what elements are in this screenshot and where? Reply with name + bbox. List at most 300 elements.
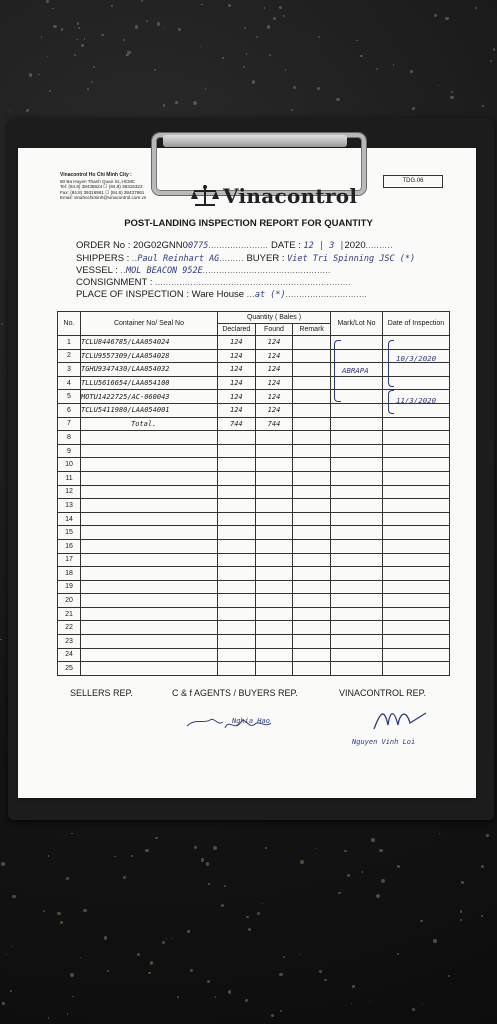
granite-speckle	[451, 91, 453, 93]
declared-cell: 744	[218, 417, 256, 431]
container-seal-cell: MOTU1422725/AC-060043	[81, 390, 218, 404]
header-mark: Mark/Lot No	[331, 312, 383, 336]
granite-speckle	[157, 22, 161, 26]
clipboard-clip-bar	[163, 135, 347, 147]
remark-cell	[293, 363, 331, 377]
table-row	[58, 662, 450, 676]
header-date: Date of Inspection	[383, 312, 450, 336]
agent-signature-text: Nghia Hao	[232, 717, 270, 725]
mark-lot-cell	[331, 512, 383, 526]
granite-speckle	[171, 938, 172, 939]
declared-cell	[218, 458, 256, 472]
table-row	[58, 648, 450, 662]
granite-speckle	[280, 1010, 282, 1012]
mark-lot-cell	[331, 417, 383, 431]
remark-cell	[293, 526, 331, 540]
granite-speckle	[107, 970, 109, 972]
granite-speckle	[48, 1017, 50, 1019]
remark-cell	[293, 512, 331, 526]
granite-speckle	[131, 855, 133, 857]
vessel-hw: MOL BEACON 952E	[126, 266, 203, 276]
granite-speckle	[72, 996, 73, 997]
table-row	[58, 526, 450, 540]
granite-speckle	[12, 895, 16, 899]
row-number: 13	[58, 499, 81, 513]
header-container: Container No/ Seal No	[81, 312, 218, 336]
scale-logo-icon	[190, 183, 220, 209]
granite-speckle	[74, 27, 75, 28]
declared-cell	[218, 580, 256, 594]
inspection-date-cell	[383, 621, 450, 635]
row-number: 14	[58, 512, 81, 526]
granite-speckle	[300, 954, 301, 955]
container-seal-cell	[81, 635, 218, 649]
granite-speckle	[83, 909, 86, 912]
remark-cell	[293, 349, 331, 363]
granite-speckle	[439, 833, 440, 834]
granite-speckle	[324, 979, 327, 982]
declared-cell	[218, 635, 256, 649]
granite-speckle	[76, 39, 77, 40]
granite-speckle	[257, 912, 260, 915]
mark-lot-cell	[331, 648, 383, 662]
inspection-date-cell	[383, 417, 450, 431]
company-name: Vinacontrol Ho Chi Minh City :	[60, 172, 132, 178]
header-declared: Declared	[218, 324, 256, 336]
granite-speckle	[71, 833, 73, 835]
inspection-date-cell	[383, 512, 450, 526]
granite-speckle	[291, 109, 293, 111]
row-number: 1	[58, 336, 81, 350]
declared-cell	[218, 499, 256, 513]
date-label: DATE :	[270, 240, 301, 251]
granite-speckle	[450, 96, 453, 99]
granite-speckle	[397, 865, 401, 869]
granite-speckle	[481, 865, 484, 868]
row-number: 11	[58, 471, 81, 485]
container-seal-cell: TGHU9347430/LAA054032	[81, 363, 218, 377]
mark-lot-cell	[331, 553, 383, 567]
granite-speckle	[228, 4, 231, 7]
table-row	[58, 471, 450, 485]
mark-lot-cell	[331, 458, 383, 472]
granite-speckle	[177, 996, 179, 998]
granite-speckle	[460, 919, 462, 921]
granite-speckle	[445, 17, 448, 20]
table-row	[58, 594, 450, 608]
found-cell: 124	[255, 403, 293, 417]
form-code-box: TDG.06	[383, 175, 443, 188]
granite-speckle	[360, 55, 362, 57]
granite-speckle	[93, 66, 95, 68]
buyer-hw: Viet Tri Spinning JSC (*)	[287, 254, 416, 264]
found-cell: 744	[255, 417, 293, 431]
declared-cell	[218, 662, 256, 676]
place-label: PLACE OF INSPECTION : Ware House	[76, 289, 245, 300]
date-year: 2020	[344, 240, 366, 251]
granite-speckle	[60, 921, 63, 924]
granite-speckle	[155, 837, 157, 839]
granite-speckle	[265, 847, 267, 849]
granite-speckle	[57, 912, 61, 916]
declared-cell	[218, 567, 256, 581]
declared-cell	[218, 539, 256, 553]
company-tel: Tel: (84.8) 38438624 ☐ (84.8) 38316323	[60, 184, 143, 190]
row-number: 22	[58, 621, 81, 635]
granite-speckle	[78, 27, 81, 30]
mark-lot-cell	[331, 526, 383, 540]
row-number: 7	[58, 417, 81, 431]
granite-speckle	[356, 40, 357, 41]
table-row	[58, 485, 450, 499]
remark-cell	[293, 499, 331, 513]
granite-speckle	[318, 36, 320, 38]
table-row	[58, 607, 450, 621]
found-cell	[255, 526, 293, 540]
order-line: ORDER No : 20G02GNN00775...................... DATE : 12 | 3 |2020..........	[76, 240, 393, 251]
granite-speckle	[319, 970, 322, 973]
remark-cell	[293, 336, 331, 350]
table-row	[58, 512, 450, 526]
granite-speckle	[481, 915, 483, 917]
container-seal-cell	[81, 662, 218, 676]
granite-speckle	[111, 5, 113, 7]
granite-speckle	[300, 860, 304, 864]
granite-speckle	[49, 90, 51, 92]
company-email: Email: vinahochiminh@vinacontrol.com.vn	[60, 195, 147, 201]
shippers-hw: Paul Reinhart AG	[137, 254, 220, 264]
declared-cell	[218, 471, 256, 485]
container-seal-cell	[81, 621, 218, 635]
container-seal-cell	[81, 539, 218, 553]
date-hw: 12 | 3 |	[303, 241, 345, 251]
granite-speckle	[201, 4, 202, 5]
container-seal-cell	[81, 499, 218, 513]
granite-speckle	[460, 910, 463, 913]
granite-speckle	[221, 904, 224, 907]
mark-lot-cell	[331, 594, 383, 608]
granite-speckle	[283, 956, 285, 958]
granite-speckle	[224, 885, 226, 887]
mark-bracket	[334, 340, 341, 402]
vinacontrol-rep-label: VINACONTROL REP.	[339, 688, 427, 698]
company-address-block	[60, 172, 146, 201]
granite-speckle	[146, 20, 148, 22]
granite-speckle	[81, 44, 84, 47]
granite-speckle	[206, 862, 209, 865]
granite-speckle	[70, 973, 74, 977]
container-seal-cell: TCLU9557309/LAA054028	[81, 349, 218, 363]
row-number: 6	[58, 403, 81, 417]
granite-speckle	[26, 109, 29, 112]
granite-speckle	[141, 0, 143, 2]
found-cell	[255, 471, 293, 485]
declared-cell	[218, 526, 256, 540]
granite-speckle	[200, 46, 201, 47]
remark-cell	[293, 485, 331, 499]
found-cell: 124	[255, 376, 293, 390]
found-cell	[255, 458, 293, 472]
table-row	[58, 621, 450, 635]
remark-cell	[293, 580, 331, 594]
inspection-date-cell	[383, 580, 450, 594]
granite-speckle	[222, 57, 224, 59]
inspection-date-cell	[383, 567, 450, 581]
granite-speckle	[493, 48, 495, 50]
vinacontrol-signature	[370, 703, 430, 733]
declared-cell: 124	[218, 336, 256, 350]
logo-text: Vinacontrol	[223, 184, 358, 208]
declared-cell: 124	[218, 376, 256, 390]
table-row	[58, 539, 450, 553]
remark-cell	[293, 444, 331, 458]
granite-speckle	[178, 28, 181, 31]
remark-cell	[293, 607, 331, 621]
row-number: 9	[58, 444, 81, 458]
found-cell	[255, 499, 293, 513]
granite-speckle	[77, 22, 80, 25]
found-cell	[255, 539, 293, 553]
granite-speckle	[393, 64, 394, 65]
granite-speckle	[376, 894, 380, 898]
mark-lot-cell	[331, 635, 383, 649]
granite-speckle	[48, 855, 49, 856]
granite-speckle	[376, 68, 378, 70]
granite-speckle	[246, 53, 248, 55]
granite-speckle	[1, 323, 3, 325]
mark-lot-cell	[331, 485, 383, 499]
vinacontrol-logo	[190, 183, 357, 209]
declared-cell	[218, 594, 256, 608]
company-address: 80 Ba Huyen Thanh Quan St.,HCMC	[60, 178, 136, 184]
inspection-date-cell	[383, 553, 450, 567]
mark-lot-cell	[331, 431, 383, 445]
table-row	[58, 444, 450, 458]
remark-cell	[293, 621, 331, 635]
granite-speckle	[379, 849, 382, 852]
found-cell	[255, 431, 293, 445]
mark-lot-cell	[331, 539, 383, 553]
granite-speckle	[175, 101, 178, 104]
granite-speckle	[252, 80, 256, 84]
declared-cell	[218, 621, 256, 635]
granite-speckle	[315, 848, 316, 849]
container-seal-cell	[81, 580, 218, 594]
granite-speckle	[248, 928, 251, 931]
inspection-date-cell	[383, 471, 450, 485]
container-seal-cell	[81, 444, 218, 458]
consignment-line: CONSIGNMENT : ........................................................................	[76, 277, 352, 288]
granite-speckle	[114, 856, 115, 857]
declared-cell: 124	[218, 403, 256, 417]
header-quantity: Quantity ( Bales )	[218, 312, 331, 324]
order-number-hw: 0775	[187, 241, 209, 251]
granite-speckle	[0, 639, 1, 640]
granite-speckle	[208, 883, 210, 885]
found-cell	[255, 607, 293, 621]
row-number: 24	[58, 648, 81, 662]
granite-speckle	[10, 990, 11, 991]
inspection-date-cell	[383, 526, 450, 540]
granite-speckle	[317, 87, 320, 90]
mark-lot-cell	[331, 621, 383, 635]
granite-speckle	[41, 36, 42, 37]
row-number: 23	[58, 635, 81, 649]
remark-cell	[293, 417, 331, 431]
remark-cell	[293, 390, 331, 404]
remark-cell	[293, 648, 331, 662]
granite-speckle	[53, 25, 56, 28]
granite-speckle	[410, 70, 412, 72]
table-row	[58, 417, 450, 431]
granite-speckle	[369, 1001, 370, 1002]
container-seal-cell	[81, 526, 218, 540]
granite-speckle	[47, 56, 48, 57]
place-line: PLACE OF INSPECTION : Ware House ...at (*)..............................	[76, 289, 368, 300]
granite-speckle	[67, 1013, 69, 1015]
row-number: 3	[58, 363, 81, 377]
container-seal-cell	[81, 607, 218, 621]
declared-cell	[218, 607, 256, 621]
mark-lot-hw: ABRAPA	[342, 366, 369, 375]
mark-lot-cell	[331, 403, 383, 417]
found-cell: 124	[255, 363, 293, 377]
granite-speckle	[344, 850, 346, 852]
remark-cell	[293, 567, 331, 581]
inspection-date-1-hw: 10/3/2020	[396, 354, 437, 363]
row-number: 16	[58, 539, 81, 553]
remark-cell	[293, 635, 331, 649]
granite-speckle	[1, 862, 5, 866]
granite-speckle	[461, 881, 464, 884]
granite-speckle	[283, 15, 285, 17]
vessel-line: VESSEL : ..MOL BEACON 952E...............................................	[76, 265, 331, 276]
order-prefix: 20G02GNN0	[133, 240, 188, 251]
remark-cell	[293, 471, 331, 485]
remark-cell	[293, 431, 331, 445]
table-row	[58, 458, 450, 472]
found-cell: 124	[255, 390, 293, 404]
granite-speckle	[271, 1014, 274, 1017]
granite-speckle	[228, 990, 232, 994]
granite-speckle	[338, 892, 340, 894]
row-number: 21	[58, 607, 81, 621]
row-number: 8	[58, 431, 81, 445]
found-cell: 124	[255, 349, 293, 363]
report-title: POST-LANDING INSPECTION REPORT FOR QUANTITY	[124, 218, 373, 229]
declared-cell	[218, 553, 256, 567]
granite-speckle	[126, 54, 128, 56]
declared-cell	[218, 485, 256, 499]
mark-lot-cell	[331, 580, 383, 594]
granite-speckle	[123, 39, 125, 41]
granite-speckle	[205, 88, 207, 90]
granite-speckle	[438, 85, 439, 86]
mark-lot-cell	[331, 662, 383, 676]
granite-speckle	[244, 27, 246, 29]
granite-speckle	[166, 938, 167, 939]
granite-speckle	[164, 28, 165, 29]
granite-speckle	[104, 936, 107, 939]
declared-cell	[218, 648, 256, 662]
granite-speckle	[352, 985, 355, 988]
granite-speckle	[29, 73, 33, 77]
mark-lot-cell	[331, 499, 383, 513]
granite-speckle	[187, 930, 189, 932]
granite-speckle	[490, 60, 492, 62]
granite-speckle	[12, 946, 13, 947]
granite-speckle	[135, 25, 139, 29]
granite-speckle	[279, 6, 283, 10]
granite-speckle	[46, 0, 48, 2]
granite-speckle	[273, 17, 276, 20]
inspection-date-cell	[383, 444, 450, 458]
remark-cell	[293, 403, 331, 417]
inspection-date-cell	[383, 431, 450, 445]
found-cell	[255, 635, 293, 649]
granite-speckle	[207, 980, 211, 984]
table-row	[58, 499, 450, 513]
granite-speckle	[422, 1004, 423, 1005]
granite-speckle	[145, 849, 148, 852]
granite-speckle	[148, 972, 151, 975]
granite-speckle	[201, 858, 205, 862]
declared-cell	[218, 512, 256, 526]
table-row	[58, 580, 450, 594]
found-cell	[255, 648, 293, 662]
found-cell	[255, 553, 293, 567]
granite-speckle	[434, 14, 437, 17]
row-number: 12	[58, 485, 81, 499]
date-bracket-1	[388, 340, 394, 387]
found-cell	[255, 444, 293, 458]
granite-speckle	[38, 74, 39, 75]
inspection-date-cell	[383, 594, 450, 608]
granite-speckle	[256, 36, 258, 38]
shippers-line: SHIPPERS : ..Paul Reinhart AG......... BUYER : Viet Tri Spinning JSC (*)	[76, 253, 416, 264]
found-cell	[255, 621, 293, 635]
container-seal-cell: TCLU8446785/LAA054024	[81, 336, 218, 350]
inspection-date-cell	[383, 648, 450, 662]
header-no: No.	[58, 312, 81, 336]
granite-speckle	[6, 954, 7, 955]
table-row	[58, 635, 450, 649]
row-number: 15	[58, 526, 81, 540]
granite-speckle	[101, 34, 103, 36]
granite-speckle	[397, 953, 399, 955]
granite-speckle	[285, 69, 286, 70]
mark-lot-cell	[331, 471, 383, 485]
mark-lot-cell	[331, 444, 383, 458]
row-number: 20	[58, 594, 81, 608]
granite-speckle	[475, 7, 477, 9]
vessel-label: VESSEL :	[76, 265, 118, 276]
container-seal-cell: TLLU5616654/LAA054100	[81, 376, 218, 390]
inspection-date-cell	[383, 607, 450, 621]
declared-cell: 124	[218, 390, 256, 404]
declared-cell: 124	[218, 363, 256, 377]
remark-cell	[293, 376, 331, 390]
granite-speckle	[162, 941, 165, 944]
company-fax: Fax: (84.8) 39316961 ☐ (84.8) 38437861	[60, 189, 145, 195]
inspection-date-cell	[383, 499, 450, 513]
granite-speckle	[190, 969, 193, 972]
granite-speckle	[486, 834, 489, 837]
granite-speckle	[61, 28, 63, 30]
granite-speckle	[91, 81, 93, 83]
container-seal-cell: TCLU5411980/LAA054001	[81, 403, 218, 417]
granite-speckle	[2, 1002, 5, 1005]
